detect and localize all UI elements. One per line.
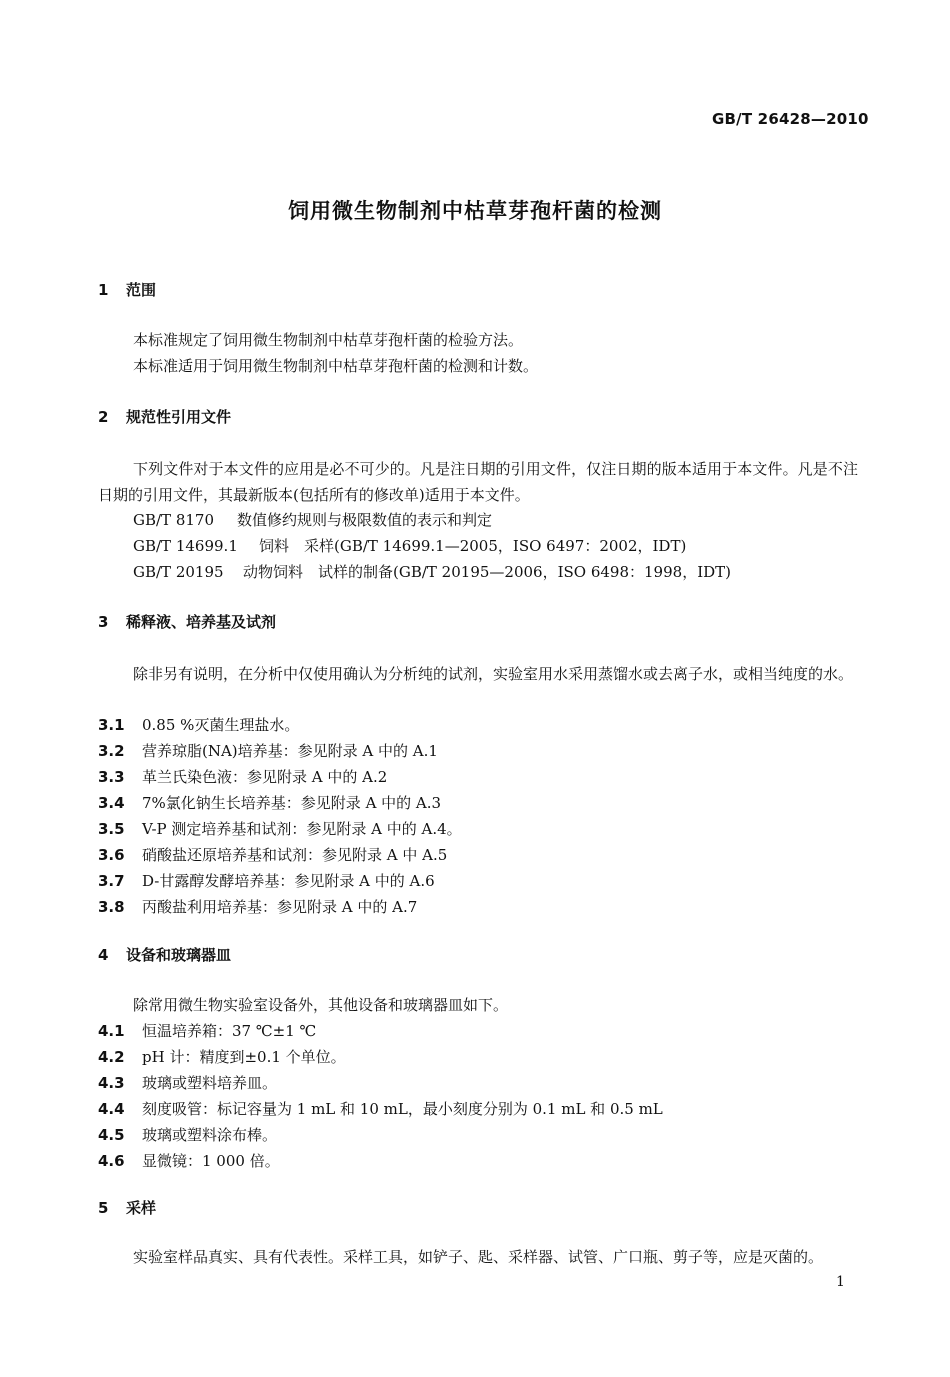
item-number: 3.5 bbox=[98, 820, 125, 838]
list-item bbox=[98, 792, 441, 813]
section-title: 采样 bbox=[126, 1199, 157, 1217]
paragraph: 除常用微生物实验室设备外，其他设备和玻璃器皿如下。 bbox=[133, 996, 509, 1014]
paragraph: 下列文件对于本文件的应用是必不可少的。凡是注日期的引用文件，仅注日期的版本适用于本文件。凡是不注日期的引用文件，其最新版本(包括所有的修改单)适用于本文件。 bbox=[98, 460, 858, 504]
item-number: 3.8 bbox=[98, 898, 125, 916]
item-number: 3.4 bbox=[98, 794, 125, 812]
normative-reference bbox=[133, 535, 686, 556]
item-number: 4.1 bbox=[98, 1022, 125, 1040]
item-text: 玻璃或塑料涂布棒。 bbox=[142, 1126, 278, 1144]
list-item bbox=[98, 1150, 280, 1171]
section-number: 1 bbox=[98, 281, 109, 299]
section-number: 4 bbox=[98, 946, 109, 964]
item-text: 革兰氏染色液：参见附录 A 中的 A.2 bbox=[142, 768, 388, 786]
item-text: 显微镜：1 000 倍。 bbox=[142, 1152, 280, 1170]
section-2-heading bbox=[98, 406, 231, 427]
list-item bbox=[98, 1098, 663, 1119]
reference-code: GB/T 20195 bbox=[133, 563, 224, 581]
item-text: 丙酸盐利用培养基：参见附录 A 中的 A.7 bbox=[142, 898, 418, 916]
page-number: 1 bbox=[836, 1274, 845, 1290]
item-text: 硝酸盐还原培养基和试剂：参见附录 A 中 A.5 bbox=[142, 846, 448, 864]
standard-number: GB/T 26428—2010 bbox=[712, 110, 869, 128]
list-item bbox=[98, 766, 387, 787]
item-number: 4.6 bbox=[98, 1152, 125, 1170]
item-text: 0.85 %灭菌生理盐水。 bbox=[142, 716, 300, 734]
item-number: 4.3 bbox=[98, 1074, 125, 1092]
list-item bbox=[98, 844, 447, 865]
list-item bbox=[98, 1020, 316, 1041]
paragraph: 除非另有说明，在分析中仅使用确认为分析纯的试剂，实验室用水采用蒸馏水或去离子水，或相当纯度的水。 bbox=[133, 665, 854, 683]
item-text: 玻璃或塑料培养皿。 bbox=[142, 1074, 278, 1092]
item-number: 3.1 bbox=[98, 716, 125, 734]
section-title: 设备和玻璃器皿 bbox=[126, 946, 232, 964]
section-number: 3 bbox=[98, 613, 109, 631]
section-title: 规范性引用文件 bbox=[126, 408, 232, 426]
section-title: 范围 bbox=[126, 281, 157, 299]
list-item bbox=[98, 714, 299, 735]
item-text: 恒温培养箱：37 ℃±1 ℃ bbox=[142, 1022, 317, 1040]
item-text: V-P 测定培养基和试剂：参见附录 A 中的 A.4。 bbox=[142, 820, 462, 838]
list-item bbox=[98, 1046, 346, 1067]
section-3-heading bbox=[98, 611, 276, 632]
item-text: D-甘露醇发酵培养基：参见附录 A 中的 A.6 bbox=[142, 872, 435, 890]
reference-title: 数值修约规则与极限数值的表示和判定 bbox=[237, 511, 493, 529]
list-item bbox=[98, 818, 462, 839]
reference-code: GB/T 8170 bbox=[133, 511, 215, 529]
list-item bbox=[98, 870, 435, 891]
paragraph: 实验室样品真实、具有代表性。采样工具，如铲子、匙、采样器、试管、广口瓶、剪子等，应是灭菌的。 bbox=[133, 1248, 824, 1266]
item-number: 3.7 bbox=[98, 872, 125, 890]
section-5-heading bbox=[98, 1197, 156, 1218]
normative-reference bbox=[133, 561, 731, 582]
list-item bbox=[98, 1124, 277, 1145]
section-title: 稀释液、培养基及试剂 bbox=[126, 613, 277, 631]
item-text: 营养琼脂(NA)培养基：参见附录 A 中的 A.1 bbox=[142, 742, 438, 760]
item-number: 3.6 bbox=[98, 846, 125, 864]
paragraph: 本标准适用于饲用微生物制剂中枯草芽孢杆菌的检测和计数。 bbox=[133, 357, 539, 375]
section-number: 2 bbox=[98, 408, 109, 426]
item-number: 3.3 bbox=[98, 768, 125, 786]
list-item bbox=[98, 740, 438, 761]
item-number: 3.2 bbox=[98, 742, 125, 760]
reference-code: GB/T 14699.1 bbox=[133, 537, 238, 555]
item-text: 7%氯化钠生长培养基：参见附录 A 中的 A.3 bbox=[142, 794, 442, 812]
item-number: 4.5 bbox=[98, 1126, 125, 1144]
list-item bbox=[98, 1072, 277, 1093]
paragraph: 本标准规定了饲用微生物制剂中枯草芽孢杆菌的检验方法。 bbox=[133, 331, 524, 349]
item-text: 刻度吸管：标记容量为 1 mL 和 10 mL，最小刻度分别为 0.1 mL 和 0.5 mL bbox=[142, 1100, 663, 1118]
section-number: 5 bbox=[98, 1199, 109, 1217]
list-item bbox=[98, 896, 417, 917]
reference-title: 动物饲料 试样的制备(GB/T 20195—2006，ISO 6498：1998，IDT) bbox=[243, 563, 731, 581]
reference-title: 饲料 采样(GB/T 14699.1—2005，ISO 6497：2002，IDT) bbox=[259, 537, 687, 555]
item-text: pH 计：精度到±0.1 个单位。 bbox=[142, 1048, 346, 1066]
document-title: 饲用微生物制剂中枯草芽孢杆菌的检测 bbox=[288, 199, 662, 223]
section-4-heading bbox=[98, 944, 231, 965]
item-number: 4.4 bbox=[98, 1100, 125, 1118]
section-1-heading bbox=[98, 279, 156, 300]
normative-reference bbox=[133, 509, 492, 530]
item-number: 4.2 bbox=[98, 1048, 125, 1066]
